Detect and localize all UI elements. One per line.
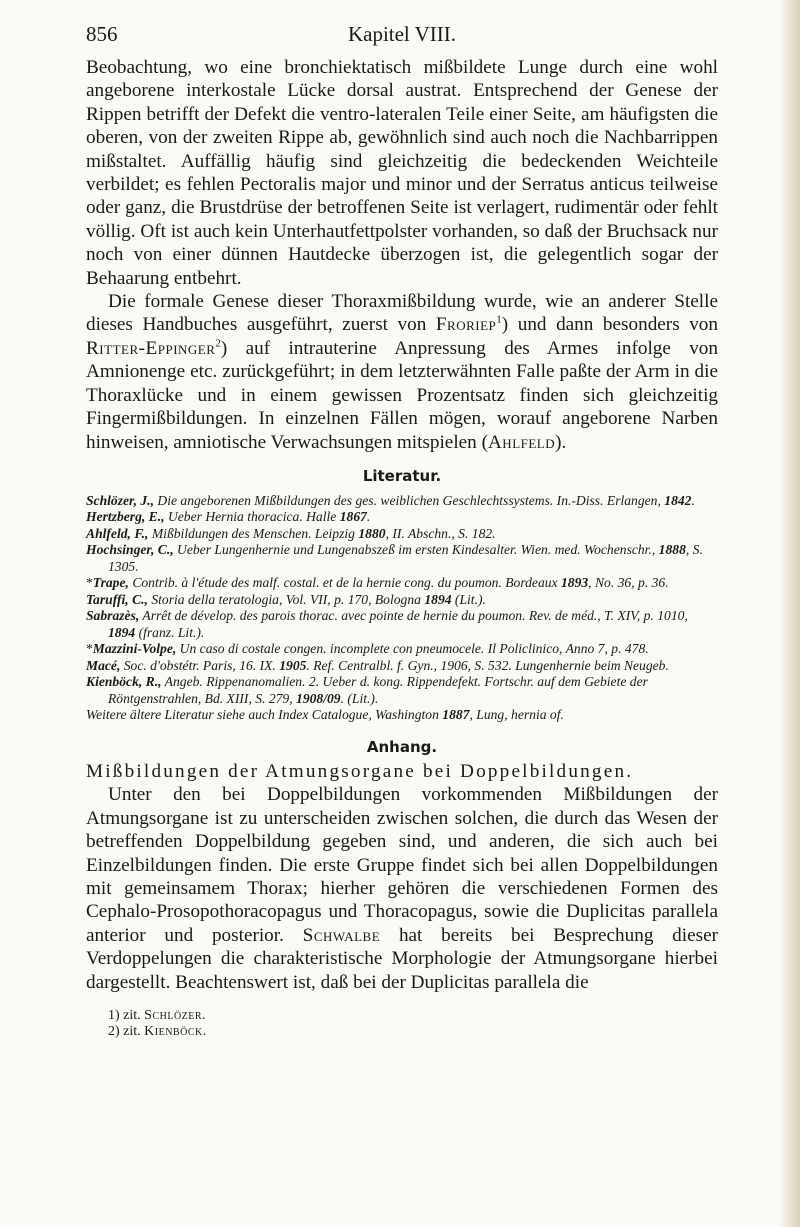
literature-author: Sabrazès,: [86, 608, 140, 624]
literature-year: 1888: [658, 542, 686, 558]
literature-entry: [86, 641, 718, 658]
text-run: ).: [555, 431, 567, 453]
literature-text: Storia della teratologia, Vol. VII, p. 170, Bologna: [147, 591, 425, 607]
footnote-author: Schlözer.: [144, 1007, 207, 1023]
literature-star: *: [86, 641, 93, 657]
author-ahlfeld: Ahlfeld: [487, 431, 556, 453]
literature-author: Schlözer, J.,: [86, 492, 154, 508]
appendix-paragraph: [86, 783, 718, 994]
page-number: 856: [86, 22, 118, 46]
literature-text: , S. 1305.: [108, 542, 703, 574]
author-schwalbe: Schwalbe: [302, 924, 381, 946]
footnote-1: [108, 1008, 718, 1024]
literature-year: 1908/09: [296, 690, 341, 706]
footnote-author: Kienböck.: [144, 1023, 207, 1039]
literature-entry: [86, 542, 718, 575]
literature-text: . Ref. Centralbl. f. Gyn., 1906, S. 532. Lungenhernie beim Neugeb.: [306, 657, 669, 673]
literature-text: , II. Abschn., S. 182.: [385, 525, 496, 541]
appendix-text: [86, 783, 718, 994]
appendix-subtitle: Mißbildungen der Atmungsorgane bei Doppelbildungen.: [86, 760, 634, 782]
text-run: ) und dann besonders von: [501, 314, 718, 336]
book-page: [86, 22, 718, 1040]
literature-author: Ahlfeld, F.,: [86, 525, 149, 541]
paragraph-1: Beobachtung, wo eine bronchiektatisch mißbildete Lunge durch eine wohl angeborene interkostale Lücke dorsal austrat. Entsprechend der Genese der Rippen betrifft der Defekt die ventro-lateralen Teile einer Seite, am häufigsten die oberen, von der zweiten Rippe ab, gewöhnlich sind auch noch die Nachbarrippen mißstaltet. Auffällig häufig sind gleichzeitig die bedeckenden Weichteile verbildet; es fehlen Pectoralis major und minor und der Serratus anticus teilweise oder ganz, die Brustdrüse der betroffenen Seite ist verlagert, rudimentär oder fehlt völlig. Oft ist auch kein Unterhautfettpolster vorhanden, so daß der Bruchsack nur noch von einer dünnen Hautdecke überzogen ist, die gelegentlich sogar der Behaarung entbehrt.: [86, 57, 718, 289]
running-head: [86, 22, 718, 56]
literature-heading: Literatur.: [362, 466, 442, 485]
literature-year: 1887: [442, 707, 470, 723]
literature-entry: [86, 658, 718, 675]
literature-text: .: [691, 492, 695, 508]
author-ritter-eppinger: Ritter-Eppinger: [86, 337, 216, 359]
literature-text: Weitere ältere Literatur siehe auch Index Catalogue, Washington: [86, 707, 443, 723]
page-edge-shadow: [782, 0, 800, 1227]
literature-text: , Lung, hernia of.: [469, 707, 564, 723]
author-froriep: Froriep: [435, 314, 497, 336]
paragraph-2: [86, 290, 718, 454]
literature-text: Ueber Hernia thoracica. Halle: [164, 509, 340, 525]
footnote-number: 2) zit.: [108, 1023, 141, 1039]
chapter-title: Kapitel VIII.: [347, 22, 457, 46]
literature-text: (franz. Lit.).: [135, 624, 205, 640]
literature-author: Mazzini-Volpe,: [92, 641, 177, 657]
literature-author: Trape,: [92, 575, 129, 591]
text-run: ) auf intrauterine Anpressung des Armes infolge von Amnionenge etc. zurückgeführt; in dem letzterwähnten Falle paßte der Arm in die Thoraxlücke und in einem gewissen Prozentsatz finden sich gleichzeitig Fingermißbildungen. In einzelnen Fällen mögen, worauf angeborene Narben hinweisen, amniotische Verwachsungen mitspielen (: [86, 337, 718, 453]
literature-text: (Lit.).: [451, 591, 486, 607]
literature-text: Un caso di costale congen. incomplete con pneumocele. Il Policlinico, Anno 7, p. 478.: [176, 641, 649, 657]
literature-year: 1893: [560, 575, 589, 591]
text-run: Die formale Genese dieser Thoraxmißbildung wurde, wie an anderer Stelle dieses Handbuches ausgeführt, zuerst von: [86, 291, 718, 336]
footnote-2: [108, 1024, 718, 1040]
literature-entry: [86, 575, 718, 592]
literature-text: . (Lit.).: [340, 690, 379, 706]
literature-year: 1905: [279, 657, 307, 673]
literature-entry: [86, 509, 718, 526]
literature-entry: [86, 608, 718, 641]
literature-author: Macé,: [86, 657, 121, 673]
literature-text: .: [366, 509, 371, 525]
literature-entry: [86, 526, 718, 543]
literature-text: Angeb. Rippenanomalien. 2. Ueber d. kong. Rippendefekt. Fortschr. auf dem Gebiete der Röntgenstrahlen, Bd. XIII, S. 279,: [108, 674, 648, 706]
literature-text: Mißbildungen des Menschen. Leipzig: [148, 525, 359, 541]
literature-year: 1880: [358, 525, 386, 541]
literature-text: Arrêt de dévelop. des parois thorac. avec pointe de hernie du poumon. Rev. de méd., T. XIV, p. 1010,: [139, 608, 688, 624]
text-run: hat bereits bei Besprechung dieser Verdoppelungen die charakteristische Morphologie der Atmungsorgane hierbei dargestellt. Beachtenswert ist, daß bei der Duplicitas parallela die: [86, 924, 718, 993]
literature-entry: [86, 674, 718, 707]
text-run: Unter den bei Doppelbildungen vorkommenden Mißbildungen der Atmungsorgane ist zu unterscheiden zwischen solchen, die durch das Wesen der betreffenden Doppelbildung gegeben sind, und anderen, die sich auch bei Einzelbildungen finden. Die erste Gruppe findet sich bei allen Doppelbildungen mit gemeinsamem Thorax; hierher gehören die verschiedenen Formen des Cephalo-Prosopothoracopagus und Thoracopagus, sowie die Duplicitas parallela anterior und posterior.: [86, 784, 718, 946]
literature-entry: [86, 493, 718, 510]
main-text: [86, 56, 718, 454]
literature-author: Taruffi, C.,: [86, 591, 148, 607]
appendix-title: Anhang.: [366, 737, 438, 756]
literature-author: Hertzberg, E.,: [86, 509, 165, 525]
literature-star: *: [86, 575, 93, 591]
footnotes: [86, 1008, 718, 1040]
literature-list: [86, 493, 718, 724]
literature-text: Contrib. à l'étude des malf. costal. et de la hernie cong. du poumon. Bordeaux: [128, 575, 561, 591]
literature-entry: [86, 707, 718, 724]
footnote-ref-1: 1: [496, 314, 502, 327]
literature-author: Hochsinger, C.,: [86, 542, 174, 558]
literature-text: , No. 36, p. 36.: [588, 575, 669, 591]
literature-year: 1842: [664, 492, 692, 508]
footnote-ref-2: 2: [215, 337, 221, 350]
literature-text: Die angeborenen Mißbildungen des ges. weiblichen Geschlechtssystems. In.-Diss. Erlangen,: [153, 492, 665, 508]
literature-entry: [86, 592, 718, 609]
literature-year: 1867: [339, 509, 367, 525]
literature-year: 1894: [108, 624, 136, 640]
footnote-number: 1) zit.: [108, 1007, 141, 1023]
literature-text: Ueber Lungenhernie und Lungenabszeß im ersten Kindesalter. Wien. med. Wochenschr.,: [173, 542, 659, 558]
literature-text: Soc. d'obstétr. Paris, 16. IX.: [120, 657, 280, 673]
literature-author: Kienböck, R.,: [86, 674, 162, 690]
literature-year: 1894: [424, 591, 452, 607]
